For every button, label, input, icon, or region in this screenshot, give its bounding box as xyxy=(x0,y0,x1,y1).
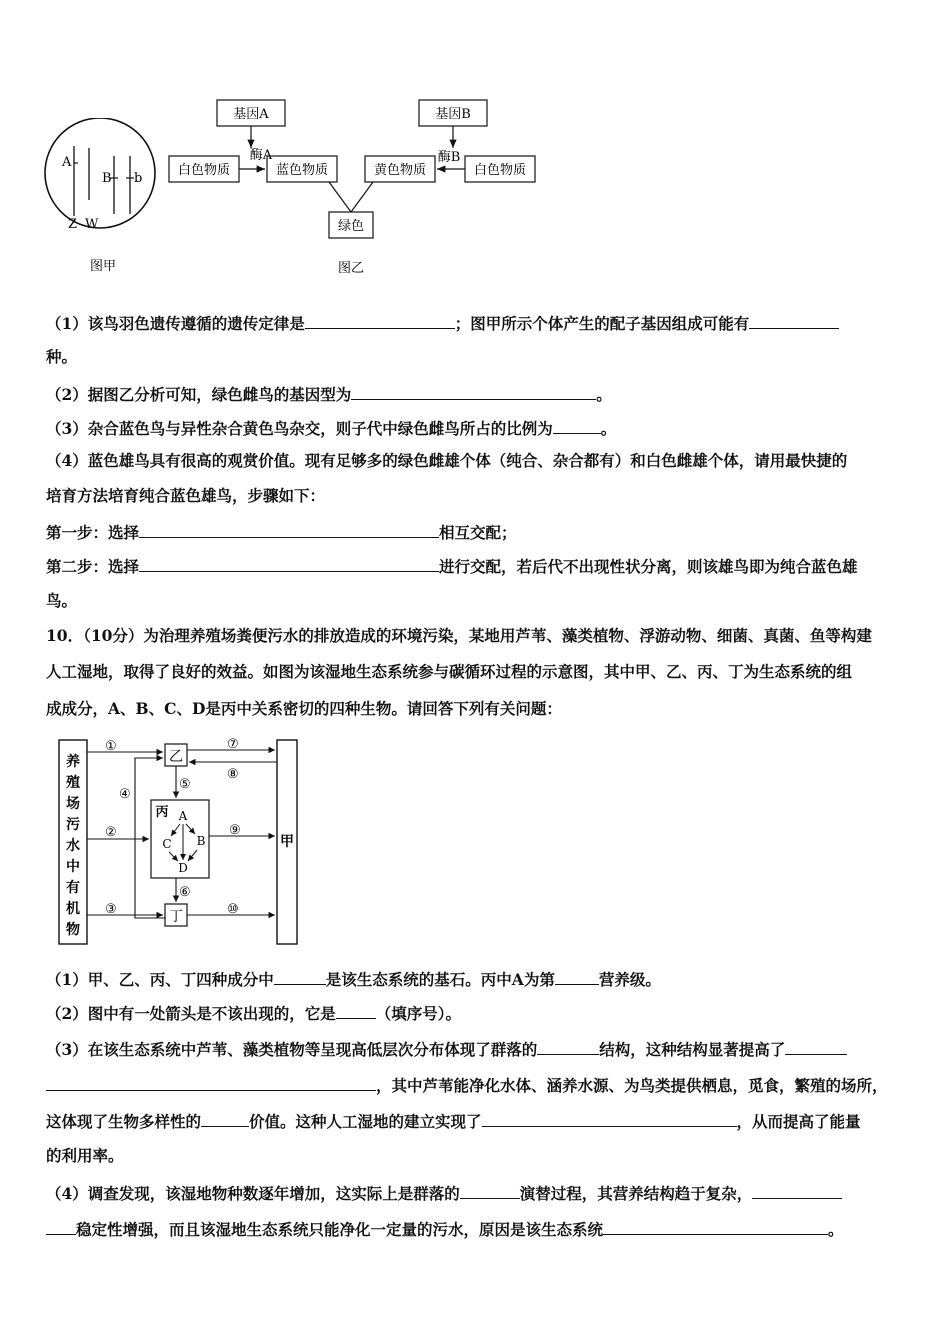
answer-blank[interactable] xyxy=(201,1110,249,1127)
label-w: W xyxy=(85,217,99,232)
svg-text:物: 物 xyxy=(66,922,80,938)
q10-intro-1: 10．（10分）为治理养殖场粪便污水的排放造成的环境污染，某地用芦苇、藻类植物、浮游动物、细菌、真菌、鱼等构建 xyxy=(46,626,872,645)
svg-text:机: 机 xyxy=(66,901,80,917)
svg-text:⑨: ⑨ xyxy=(229,823,241,838)
svg-text:①: ① xyxy=(105,739,117,754)
carbon-cycle-diagram xyxy=(55,736,315,948)
answer-blank[interactable] xyxy=(749,312,839,329)
caption-jia: 图甲 xyxy=(90,259,117,274)
svg-text:③: ③ xyxy=(105,902,117,917)
answer-blank[interactable] xyxy=(460,1182,520,1199)
bing-label: 丙 xyxy=(155,805,169,820)
answer-blank[interactable] xyxy=(785,1038,847,1055)
enzyme-b-label: 酶B xyxy=(437,150,461,165)
enzyme-a-label: 酶A xyxy=(249,148,273,163)
label-z: Z xyxy=(68,217,78,232)
q9-part1-end: 种。 xyxy=(46,347,78,366)
blue-label: 蓝色物质 xyxy=(275,163,329,178)
svg-text:A: A xyxy=(178,809,188,823)
answer-blank[interactable] xyxy=(139,521,439,538)
svg-text:场: 场 xyxy=(66,796,80,812)
answer-blank[interactable] xyxy=(553,417,601,434)
ding-label: 丁 xyxy=(169,909,183,925)
svg-text:水: 水 xyxy=(66,838,80,854)
q10-intro-2: 人工湿地，取得了良好的效益。如图为该湿地生态系统参与碳循环过程的示意图，其中甲、乙、丙、丁为生态系统的组 xyxy=(46,662,853,681)
jia-label: 甲 xyxy=(280,834,294,850)
svg-text:D: D xyxy=(178,861,188,875)
q9-part4-cont: 培育方法培育纯合蓝色雄鸟，步骤如下： xyxy=(46,486,326,505)
svg-text:②: ② xyxy=(105,825,117,840)
q9-part2: （2）据图乙分析可知，绿色雌鸟的基因型为 。 xyxy=(46,385,612,404)
answer-blank[interactable] xyxy=(752,1182,842,1199)
svg-text:④: ④ xyxy=(119,787,131,802)
caption-yi: 图乙 xyxy=(337,261,365,276)
yi-label: 乙 xyxy=(169,749,183,765)
q10-part3-cont2: 这体现了生物多样性的 价值。这种人工湿地的建立实现了 ，从而提高了能量 xyxy=(46,1112,861,1131)
white-left-label: 白色物质 xyxy=(177,163,231,178)
q10-part3: （3）在该生态系统中芦苇、藻类植物等呈现高低层次分布体现了群落的 结构，这种结构显著提高了 xyxy=(46,1038,847,1060)
answer-blank[interactable] xyxy=(46,1218,76,1235)
answer-blank[interactable] xyxy=(46,1074,376,1091)
svg-text:污: 污 xyxy=(66,817,80,833)
svg-text:⑧: ⑧ xyxy=(227,767,239,782)
svg-text:养: 养 xyxy=(66,754,80,770)
q10-part2: （2）图中有一处箭头是不该出现的，它是 （填序号）。 xyxy=(46,1004,462,1023)
q10-part1: （1）甲、乙、丙、丁四种成分中 是该生态系统的基石。丙中A为第 营养级。 xyxy=(46,970,661,989)
q10-part4-cont: 稳定性增强，而且该湿地生态系统只能净化一定量的污水，原因是该生态系统 。 xyxy=(46,1218,844,1240)
q9-step2-end: 鸟。 xyxy=(46,591,78,610)
sewage-label xyxy=(66,753,80,938)
green-label: 绿色 xyxy=(337,219,365,234)
q9-part4: （4）蓝色雄鸟具有很高的观赏价值。现有足够多的绿色雌雄个体（纯合、杂合都有）和白色雌雄个体，请用最快捷的 xyxy=(46,451,848,470)
q9-step2: 第二步：选择 进行交配，若后代不出现性状分离，则该雄鸟即为纯合蓝色雄 xyxy=(46,557,858,576)
answer-blank[interactable] xyxy=(274,968,326,985)
q9-step1: 第一步：选择 相互交配； xyxy=(46,523,517,542)
gene-a-label: 基因A xyxy=(233,107,269,122)
svg-text:殖: 殖 xyxy=(66,775,80,791)
svg-text:B: B xyxy=(196,834,206,848)
answer-blank[interactable] xyxy=(139,555,439,572)
q10-intro-3: 成成分，A、B、C、D是丙中关系密切的四种生物。请回答下列有关问题： xyxy=(46,699,562,718)
svg-text:⑤: ⑤ xyxy=(179,777,191,792)
label-a: A xyxy=(62,155,72,170)
answer-blank[interactable] xyxy=(336,1002,376,1019)
answer-blank[interactable] xyxy=(482,1110,737,1127)
q10-part3-cont: ，其中芦苇能净化水体、涵养水源、为鸟类提供栖息，觅食，繁殖的场所， xyxy=(46,1074,888,1096)
svg-text:⑩: ⑩ xyxy=(227,902,239,917)
answer-blank[interactable] xyxy=(305,312,455,329)
answer-blank[interactable] xyxy=(351,383,596,400)
svg-text:中: 中 xyxy=(66,859,80,875)
answer-blank[interactable] xyxy=(603,1218,828,1235)
figure-jia xyxy=(40,118,170,278)
label-b-lower: b xyxy=(134,171,143,186)
q10-part4: （4）调查发现，该湿地物种数逐年增加，这实际上是群落的 演替过程，其营养结构趋于复杂， xyxy=(46,1182,842,1204)
white-right-label: 白色物质 xyxy=(473,163,527,178)
label-b-upper: B xyxy=(102,171,112,186)
answer-blank[interactable] xyxy=(555,968,599,985)
q10-part3-end: 的利用率。 xyxy=(46,1146,124,1165)
q9-part1: （1）该鸟羽色遗传遵循的遗传定律是 ；图甲所示个体产生的配子基因组成可能有 xyxy=(46,312,839,334)
gene-b-label: 基因B xyxy=(435,107,471,122)
svg-text:⑦: ⑦ xyxy=(227,737,239,752)
answer-blank[interactable] xyxy=(537,1038,599,1055)
q9-part3: （3）杂合蓝色鸟与异性杂合黄色鸟杂交，则子代中绿色雌鸟所占的比例为 。 xyxy=(46,419,617,438)
svg-text:⑥: ⑥ xyxy=(179,885,191,900)
figure-yi xyxy=(165,92,545,278)
yellow-label: 黄色物质 xyxy=(373,163,427,178)
svg-text:有: 有 xyxy=(66,880,80,896)
svg-text:C: C xyxy=(162,837,172,851)
